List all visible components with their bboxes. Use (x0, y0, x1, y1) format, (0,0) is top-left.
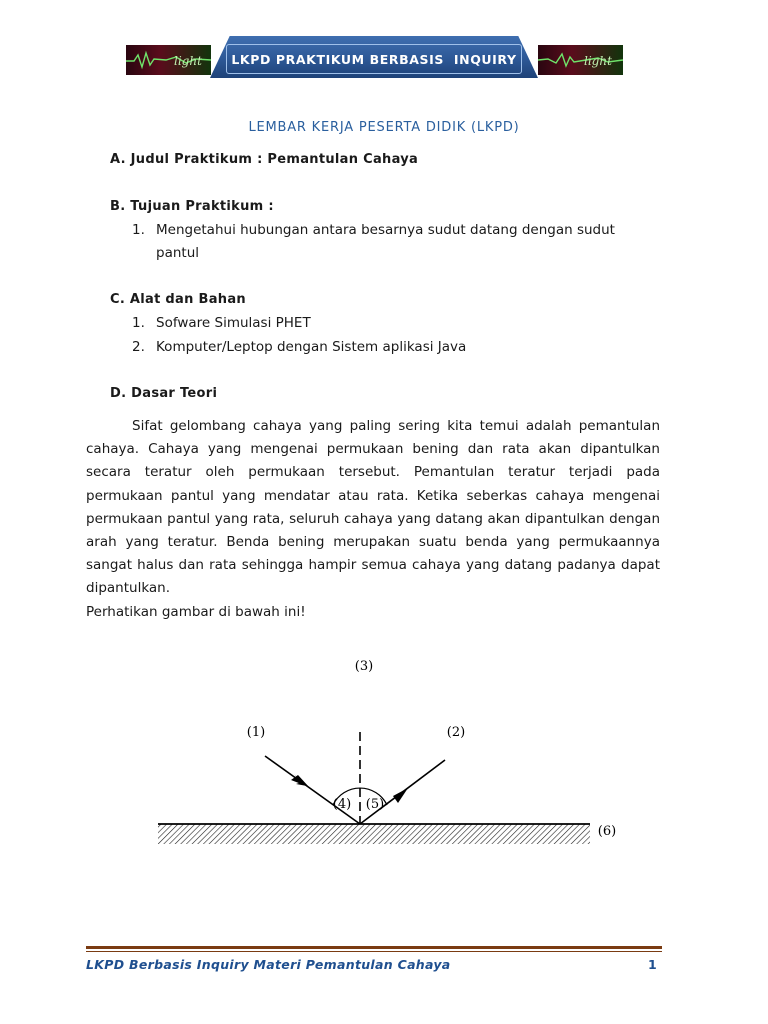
page-number: 1 (648, 957, 657, 972)
reflection-diagram (150, 648, 630, 858)
header-decoration-right (538, 45, 623, 75)
incident-ray (265, 756, 360, 824)
label-normal: (3) (354, 659, 374, 674)
label-angle-incidence: (4) (332, 797, 352, 812)
section-b-heading: B. Tujuan Praktikum : (110, 199, 274, 214)
section-c-heading: C. Alat dan Bahan (110, 292, 246, 307)
list-item (132, 312, 642, 335)
list-item-text: Sofware Simulasi PHET (156, 315, 311, 331)
section-d-heading: D. Dasar Teori (110, 386, 218, 401)
label-mirror: (6) (597, 824, 617, 839)
footer-text: LKPD Berbasis Inquiry Materi Pemantulan Cahaya (86, 957, 451, 972)
instruction-text: Perhatikan gambar di bawah ini! (86, 604, 306, 620)
section-a-heading: A. Judul Praktikum : Pemantulan Cahaya (110, 152, 419, 167)
svg-text:light: light (174, 54, 202, 68)
list-item-text: Komputer/Leptop dengan Sistem aplikasi Java (156, 339, 467, 355)
svg-text:light: light (584, 54, 612, 68)
list-item-number: 2. (132, 339, 145, 355)
mirror-surface (158, 824, 590, 844)
label-reflected: (2) (446, 725, 466, 740)
list-item (132, 219, 632, 265)
label-incident: (1) (246, 725, 266, 740)
theory-paragraph: Sifat gelombang cahaya yang paling sering kita temui adalah pemantulan cahaya. Cahaya yang mengenai permukaan bening dan rata akan dipantulkan secara teratur oleh permukaan tersebut. Pemantulan teratur terjadi pada permukaan pantul yang mendatar atau rata. Ketika seberkas cahaya mengenai permukaan pantul yang rata, seluruh cahaya yang datang akan dipantulkan dengan arah yang teratur. Benda bening merupakan suatu benda yang permukaannya sangat halus dan rata sehingga hampir semua cahaya yang datang padanya dapat dipantulkan. (86, 418, 660, 597)
reflected-arrow-icon (393, 788, 408, 803)
footer-rule-thin (86, 951, 662, 952)
list-item-number: 1. (132, 222, 145, 238)
list-item-number: 1. (132, 315, 145, 331)
label-angle-reflection: (5) (365, 797, 385, 812)
header-decoration-left (126, 45, 211, 75)
list-item (132, 336, 642, 359)
document-title: LEMBAR KERJA PESERTA DIDIK (LKPD) (248, 120, 520, 135)
list-item-text: Mengetahui hubungan antara besarnya sudut datang dengan sudut pantul (156, 222, 615, 261)
header-banner-text: LKPD PRAKTIKUM BERBASIS INQUIRY (226, 44, 522, 74)
footer-rule-thick (86, 946, 662, 949)
